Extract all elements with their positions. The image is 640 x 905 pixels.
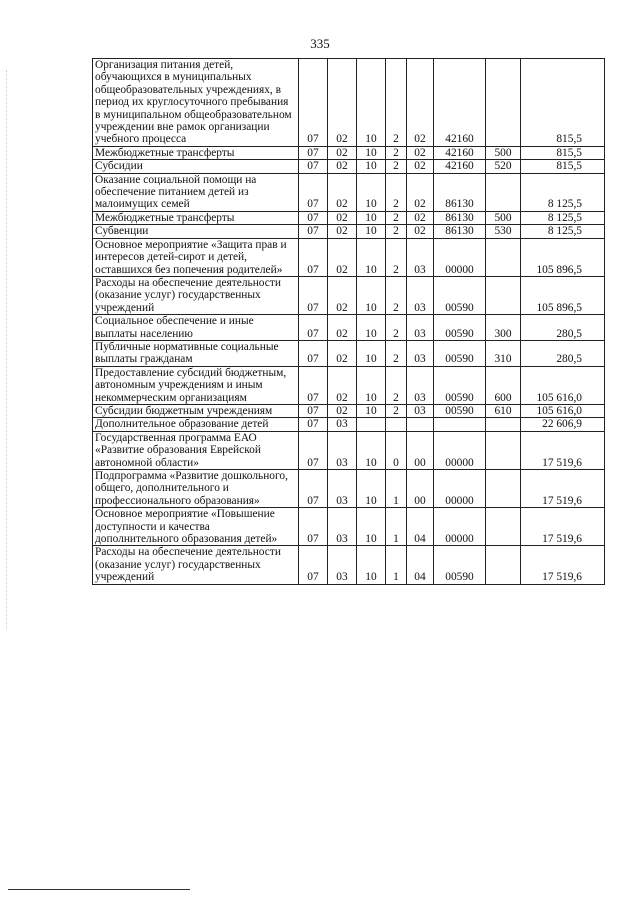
code-section: 07 xyxy=(299,238,328,276)
code-event: 00 xyxy=(407,470,434,508)
code-program: 10 xyxy=(357,225,386,238)
code-expense-type xyxy=(486,173,521,211)
code-program: 10 xyxy=(357,546,386,584)
code-expense-type: 500 xyxy=(486,146,521,159)
table-body xyxy=(93,59,605,585)
code-section: 07 xyxy=(299,211,328,224)
code-direction: 00590 xyxy=(434,315,486,341)
row-name: Расходы на обеспечение деятельности (оказание услуг) государственных учреждений xyxy=(93,546,299,584)
code-program: 10 xyxy=(357,276,386,314)
code-subsection: 03 xyxy=(328,431,357,469)
code-program: 10 xyxy=(357,59,386,147)
code-program: 10 xyxy=(357,238,386,276)
row-sum: 815,5 xyxy=(521,146,605,159)
code-subprogram: 2 xyxy=(386,315,407,341)
table-row xyxy=(93,173,605,211)
code-subprogram xyxy=(386,418,407,431)
code-direction: 00590 xyxy=(434,366,486,404)
code-section: 07 xyxy=(299,340,328,366)
code-expense-type: 520 xyxy=(486,160,521,173)
code-expense-type xyxy=(486,238,521,276)
row-sum: 8 125,5 xyxy=(521,225,605,238)
code-section: 07 xyxy=(299,508,328,546)
code-expense-type xyxy=(486,418,521,431)
code-event: 02 xyxy=(407,225,434,238)
row-sum: 280,5 xyxy=(521,340,605,366)
code-expense-type: 500 xyxy=(486,211,521,224)
code-direction: 00590 xyxy=(434,340,486,366)
code-event: 04 xyxy=(407,546,434,584)
code-direction: 00590 xyxy=(434,546,486,584)
code-program: 10 xyxy=(357,366,386,404)
code-subprogram: 2 xyxy=(386,146,407,159)
code-subsection: 02 xyxy=(328,59,357,147)
code-program: 10 xyxy=(357,404,386,417)
code-expense-type: 530 xyxy=(486,225,521,238)
code-subsection: 02 xyxy=(328,160,357,173)
row-sum: 17 519,6 xyxy=(521,431,605,469)
row-name: Оказание социальной помощи на обеспечение питанием детей из малоимущих семей xyxy=(93,173,299,211)
code-event: 02 xyxy=(407,173,434,211)
code-subprogram: 2 xyxy=(386,340,407,366)
row-sum: 8 125,5 xyxy=(521,211,605,224)
code-section: 07 xyxy=(299,59,328,147)
code-direction: 00000 xyxy=(434,470,486,508)
code-subsection: 02 xyxy=(328,238,357,276)
row-name: Основное мероприятие «Повышение доступности и качества дополнительного образования детей» xyxy=(93,508,299,546)
code-direction: 86130 xyxy=(434,211,486,224)
code-subprogram: 2 xyxy=(386,211,407,224)
row-sum: 17 519,6 xyxy=(521,508,605,546)
code-direction: 00590 xyxy=(434,404,486,417)
code-program: 10 xyxy=(357,146,386,159)
code-direction: 42160 xyxy=(434,59,486,147)
table-row xyxy=(93,340,605,366)
code-section: 07 xyxy=(299,418,328,431)
row-sum: 17 519,6 xyxy=(521,470,605,508)
row-name: Субсидии бюджетным учреждениям xyxy=(93,404,299,417)
table-row xyxy=(93,470,605,508)
table-row xyxy=(93,146,605,159)
code-program: 10 xyxy=(357,508,386,546)
code-program: 10 xyxy=(357,315,386,341)
budget-table xyxy=(92,58,605,585)
code-subprogram: 2 xyxy=(386,225,407,238)
code-direction: 86130 xyxy=(434,173,486,211)
row-name: Государственная программа ЕАО «Развитие образования Еврейской автономной области» xyxy=(93,431,299,469)
code-expense-type: 600 xyxy=(486,366,521,404)
row-sum: 105 616,0 xyxy=(521,404,605,417)
code-expense-type xyxy=(486,508,521,546)
code-expense-type xyxy=(486,470,521,508)
code-event: 02 xyxy=(407,59,434,147)
row-sum: 105 896,5 xyxy=(521,238,605,276)
code-section: 07 xyxy=(299,431,328,469)
code-subprogram: 2 xyxy=(386,404,407,417)
code-program: 10 xyxy=(357,173,386,211)
row-name: Подпрограмма «Развитие дошкольного, общего, дополнительного и профессионального образования» xyxy=(93,470,299,508)
code-subprogram: 2 xyxy=(386,276,407,314)
code-subsection: 02 xyxy=(328,146,357,159)
code-direction: 00590 xyxy=(434,276,486,314)
code-section: 07 xyxy=(299,146,328,159)
code-subprogram: 1 xyxy=(386,470,407,508)
code-expense-type: 300 xyxy=(486,315,521,341)
row-name: Межбюджетные трансферты xyxy=(93,211,299,224)
code-event: 03 xyxy=(407,238,434,276)
code-subprogram: 2 xyxy=(386,238,407,276)
code-program: 10 xyxy=(357,160,386,173)
code-expense-type xyxy=(486,546,521,584)
code-subprogram: 2 xyxy=(386,173,407,211)
code-event: 02 xyxy=(407,146,434,159)
code-subsection: 03 xyxy=(328,418,357,431)
code-direction: 86130 xyxy=(434,225,486,238)
code-section: 07 xyxy=(299,276,328,314)
code-subprogram: 1 xyxy=(386,546,407,584)
code-event: 03 xyxy=(407,366,434,404)
code-section: 07 xyxy=(299,546,328,584)
code-expense-type xyxy=(486,431,521,469)
code-subsection: 02 xyxy=(328,340,357,366)
row-name: Организация питания детей, обучающихся в муниципальных общеобразовательных учреждениях, в период их круглосуточного пребывания в муниципальном общеобразовательном учреждении вне рамок организации учебного процесса xyxy=(93,59,299,147)
row-name: Основное мероприятие «Защита прав и интересов детей-сирот и детей, оставшихся без попечения родителей» xyxy=(93,238,299,276)
table-row xyxy=(93,160,605,173)
row-sum: 280,5 xyxy=(521,315,605,341)
code-section: 07 xyxy=(299,173,328,211)
table-row xyxy=(93,225,605,238)
row-sum: 8 125,5 xyxy=(521,173,605,211)
row-sum: 815,5 xyxy=(521,59,605,147)
code-subprogram: 2 xyxy=(386,59,407,147)
code-subsection: 02 xyxy=(328,315,357,341)
code-subsection: 02 xyxy=(328,173,357,211)
code-program: 10 xyxy=(357,470,386,508)
code-event: 03 xyxy=(407,315,434,341)
row-name: Субвенции xyxy=(93,225,299,238)
row-name: Межбюджетные трансферты xyxy=(93,146,299,159)
code-event: 04 xyxy=(407,508,434,546)
code-event: 02 xyxy=(407,160,434,173)
code-event xyxy=(407,418,434,431)
row-name: Предоставление субсидий бюджетным, автономным учреждениям и иным некоммерческим организациям xyxy=(93,366,299,404)
code-event: 03 xyxy=(407,276,434,314)
code-section: 07 xyxy=(299,366,328,404)
row-sum: 815,5 xyxy=(521,160,605,173)
table-row xyxy=(93,546,605,584)
code-direction: 42160 xyxy=(434,160,486,173)
row-name: Расходы на обеспечение деятельности (оказание услуг) государственных учреждений xyxy=(93,276,299,314)
table-row xyxy=(93,366,605,404)
code-subsection: 02 xyxy=(328,225,357,238)
table-row xyxy=(93,404,605,417)
code-direction: 00000 xyxy=(434,508,486,546)
row-name: Социальное обеспечение и иные выплаты населению xyxy=(93,315,299,341)
code-section: 07 xyxy=(299,315,328,341)
code-subprogram: 1 xyxy=(386,508,407,546)
code-event: 03 xyxy=(407,404,434,417)
row-sum: 105 616,0 xyxy=(521,366,605,404)
code-subsection: 03 xyxy=(328,508,357,546)
table-row xyxy=(93,276,605,314)
row-sum: 105 896,5 xyxy=(521,276,605,314)
row-sum: 22 606,9 xyxy=(521,418,605,431)
code-expense-type xyxy=(486,59,521,147)
code-event: 00 xyxy=(407,431,434,469)
table-row xyxy=(93,431,605,469)
row-name: Публичные нормативные социальные выплаты гражданам xyxy=(93,340,299,366)
code-subsection: 02 xyxy=(328,276,357,314)
row-sum: 17 519,6 xyxy=(521,546,605,584)
table-row xyxy=(93,315,605,341)
code-section: 07 xyxy=(299,404,328,417)
code-program: 10 xyxy=(357,211,386,224)
table-row xyxy=(93,59,605,147)
code-section: 07 xyxy=(299,225,328,238)
code-section: 07 xyxy=(299,160,328,173)
code-subsection: 03 xyxy=(328,470,357,508)
code-subsection: 02 xyxy=(328,366,357,404)
code-subsection: 03 xyxy=(328,546,357,584)
footnote-rule xyxy=(8,889,190,890)
table-row xyxy=(93,238,605,276)
code-program: 10 xyxy=(357,340,386,366)
code-subsection: 02 xyxy=(328,404,357,417)
code-direction: 00000 xyxy=(434,238,486,276)
code-program xyxy=(357,418,386,431)
code-expense-type: 310 xyxy=(486,340,521,366)
table-row xyxy=(93,418,605,431)
code-direction: 00000 xyxy=(434,431,486,469)
code-expense-type: 610 xyxy=(486,404,521,417)
code-subprogram: 2 xyxy=(386,366,407,404)
code-direction: 42160 xyxy=(434,146,486,159)
page-number: 335 xyxy=(310,36,330,51)
code-section: 07 xyxy=(299,470,328,508)
row-name: Дополнительное образование детей xyxy=(93,418,299,431)
code-expense-type xyxy=(486,276,521,314)
code-event: 02 xyxy=(407,211,434,224)
code-event: 03 xyxy=(407,340,434,366)
code-program: 10 xyxy=(357,431,386,469)
scan-margin-line xyxy=(6,70,7,630)
table-row xyxy=(93,211,605,224)
code-subsection: 02 xyxy=(328,211,357,224)
code-direction xyxy=(434,418,486,431)
table-row xyxy=(93,508,605,546)
row-name: Субсидии xyxy=(93,160,299,173)
code-subprogram: 2 xyxy=(386,160,407,173)
code-subprogram: 0 xyxy=(386,431,407,469)
